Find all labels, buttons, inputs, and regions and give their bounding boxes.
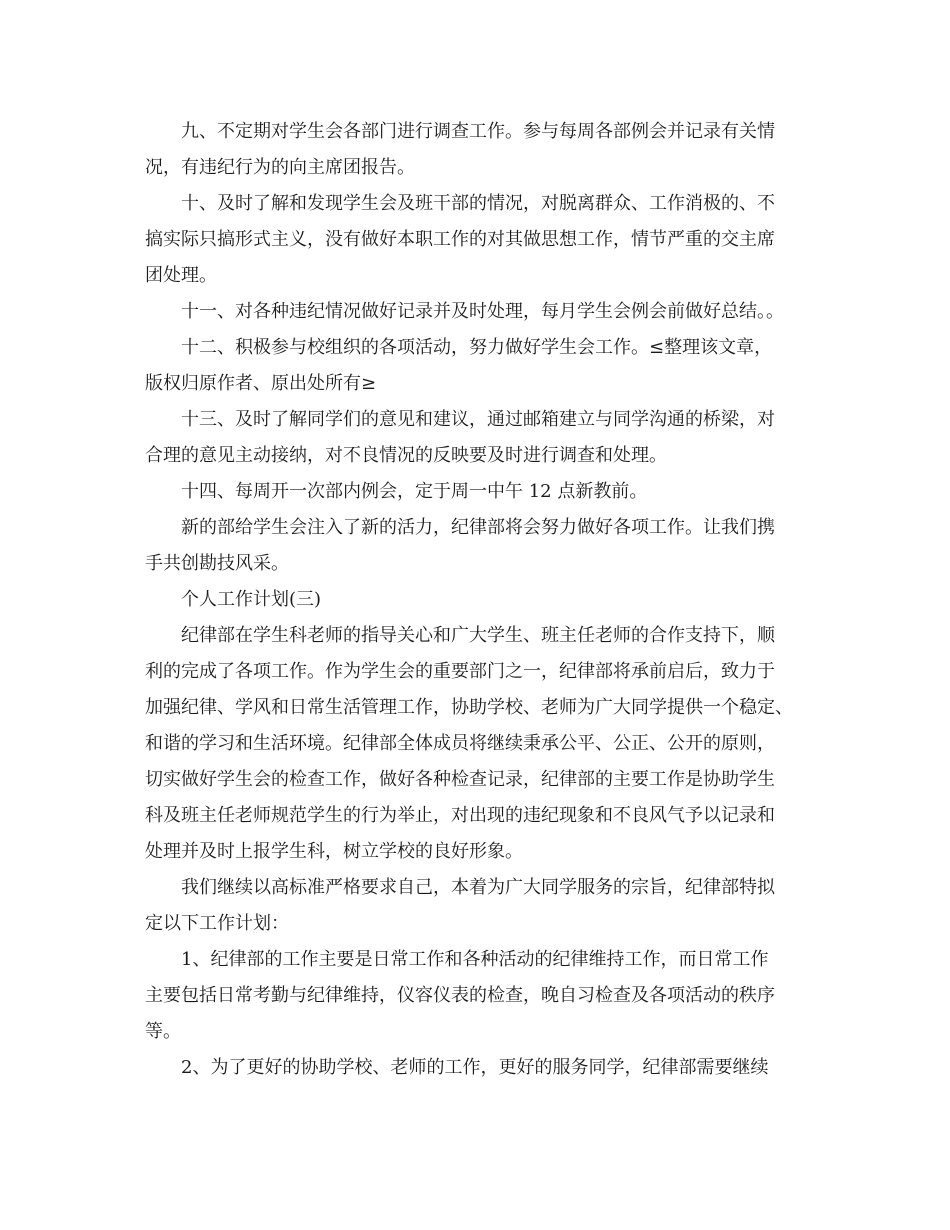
text-line: 团处理。 <box>145 265 217 286</box>
text-line: 纪律部在学生科老师的指导关心和广大学生、班主任老师的合作支持下，顺 <box>181 625 775 646</box>
text-line: 利的完成了各项工作。作为学生会的重要部门之一，纪律部将承前启后，致力于 <box>145 661 775 682</box>
text-line: 十四、每周开一次部内例会，定于周一中午 12 点新教前。 <box>181 481 648 502</box>
text-line: 十三、及时了解同学们的意见和建议，通过邮箱建立与同学沟通的桥梁，对 <box>181 409 775 430</box>
document-body <box>145 114 810 1086</box>
text-line: 等。 <box>145 1021 181 1042</box>
text-line: 定以下工作计划： <box>145 913 289 934</box>
text-line: 2、为了更好的协助学校、老师的工作，更好的服务同学，纪律部需要继续 <box>181 1057 769 1078</box>
text-line: 和谐的学习和生活环境。纪律部全体成员将继续秉承公平、公正、公开的原则， <box>145 733 775 754</box>
text-line: 主要包括日常考勤与纪律维持，仪容仪表的检查，晚自习检查及各项活动的秩序 <box>145 985 775 1006</box>
text-line: 手共创勘技风采。 <box>145 553 289 574</box>
text-line: 九、不定期对学生会各部门进行调查工作。参与每周各部例会并记录有关情 <box>181 121 775 142</box>
text-line: 处理并及时上报学生科，树立学校的良好形象。 <box>145 841 523 862</box>
text-line: 1、纪律部的工作主要是日常工作和各种活动的纪律维持工作，而日常工作 <box>181 949 769 970</box>
text-line: 新的部给学生会注入了新的活力，纪律部将会努力做好各项工作。让我们携 <box>181 517 775 538</box>
text-line: 合理的意见主动接纳，对不良情况的反映要及时进行调查和处理。 <box>145 445 667 466</box>
text-line: 个人工作计划(三) <box>181 589 322 610</box>
text-line: 版权归原作者、原出处所有≥ <box>145 373 377 394</box>
text-line: 加强纪律、学风和日常生活管理工作，协助学校、老师为广大同学提供一个稳定、 <box>145 697 793 718</box>
text-line: 切实做好学生会的检查工作，做好各种检查记录，纪律部的主要工作是协助学生 <box>145 769 775 790</box>
text-line: 十二、积极参与校组织的各项活动，努力做好学生会工作。≤整理该文章， <box>181 337 773 358</box>
text-line: 十一、对各种违纪情况做好记录并及时处理，每月学生会例会前做好总结。。 <box>181 301 784 322</box>
text-line: 我们继续以高标准严格要求自己，本着为广大同学服务的宗旨，纪律部特拟 <box>181 877 775 898</box>
text-line: 搞实际只搞形式主义，没有做好本职工作的对其做思想工作，情节严重的交主席 <box>145 229 775 250</box>
text-line: 科及班主任老师规范学生的行为举止，对出现的违纪现象和不良风气予以记录和 <box>145 805 775 826</box>
text-line: 十、及时了解和发现学生会及班干部的情况，对脱离群众、工作消极的、不 <box>181 193 775 214</box>
text-line: 况，有违纪行为的向主席团报告。 <box>145 157 415 178</box>
